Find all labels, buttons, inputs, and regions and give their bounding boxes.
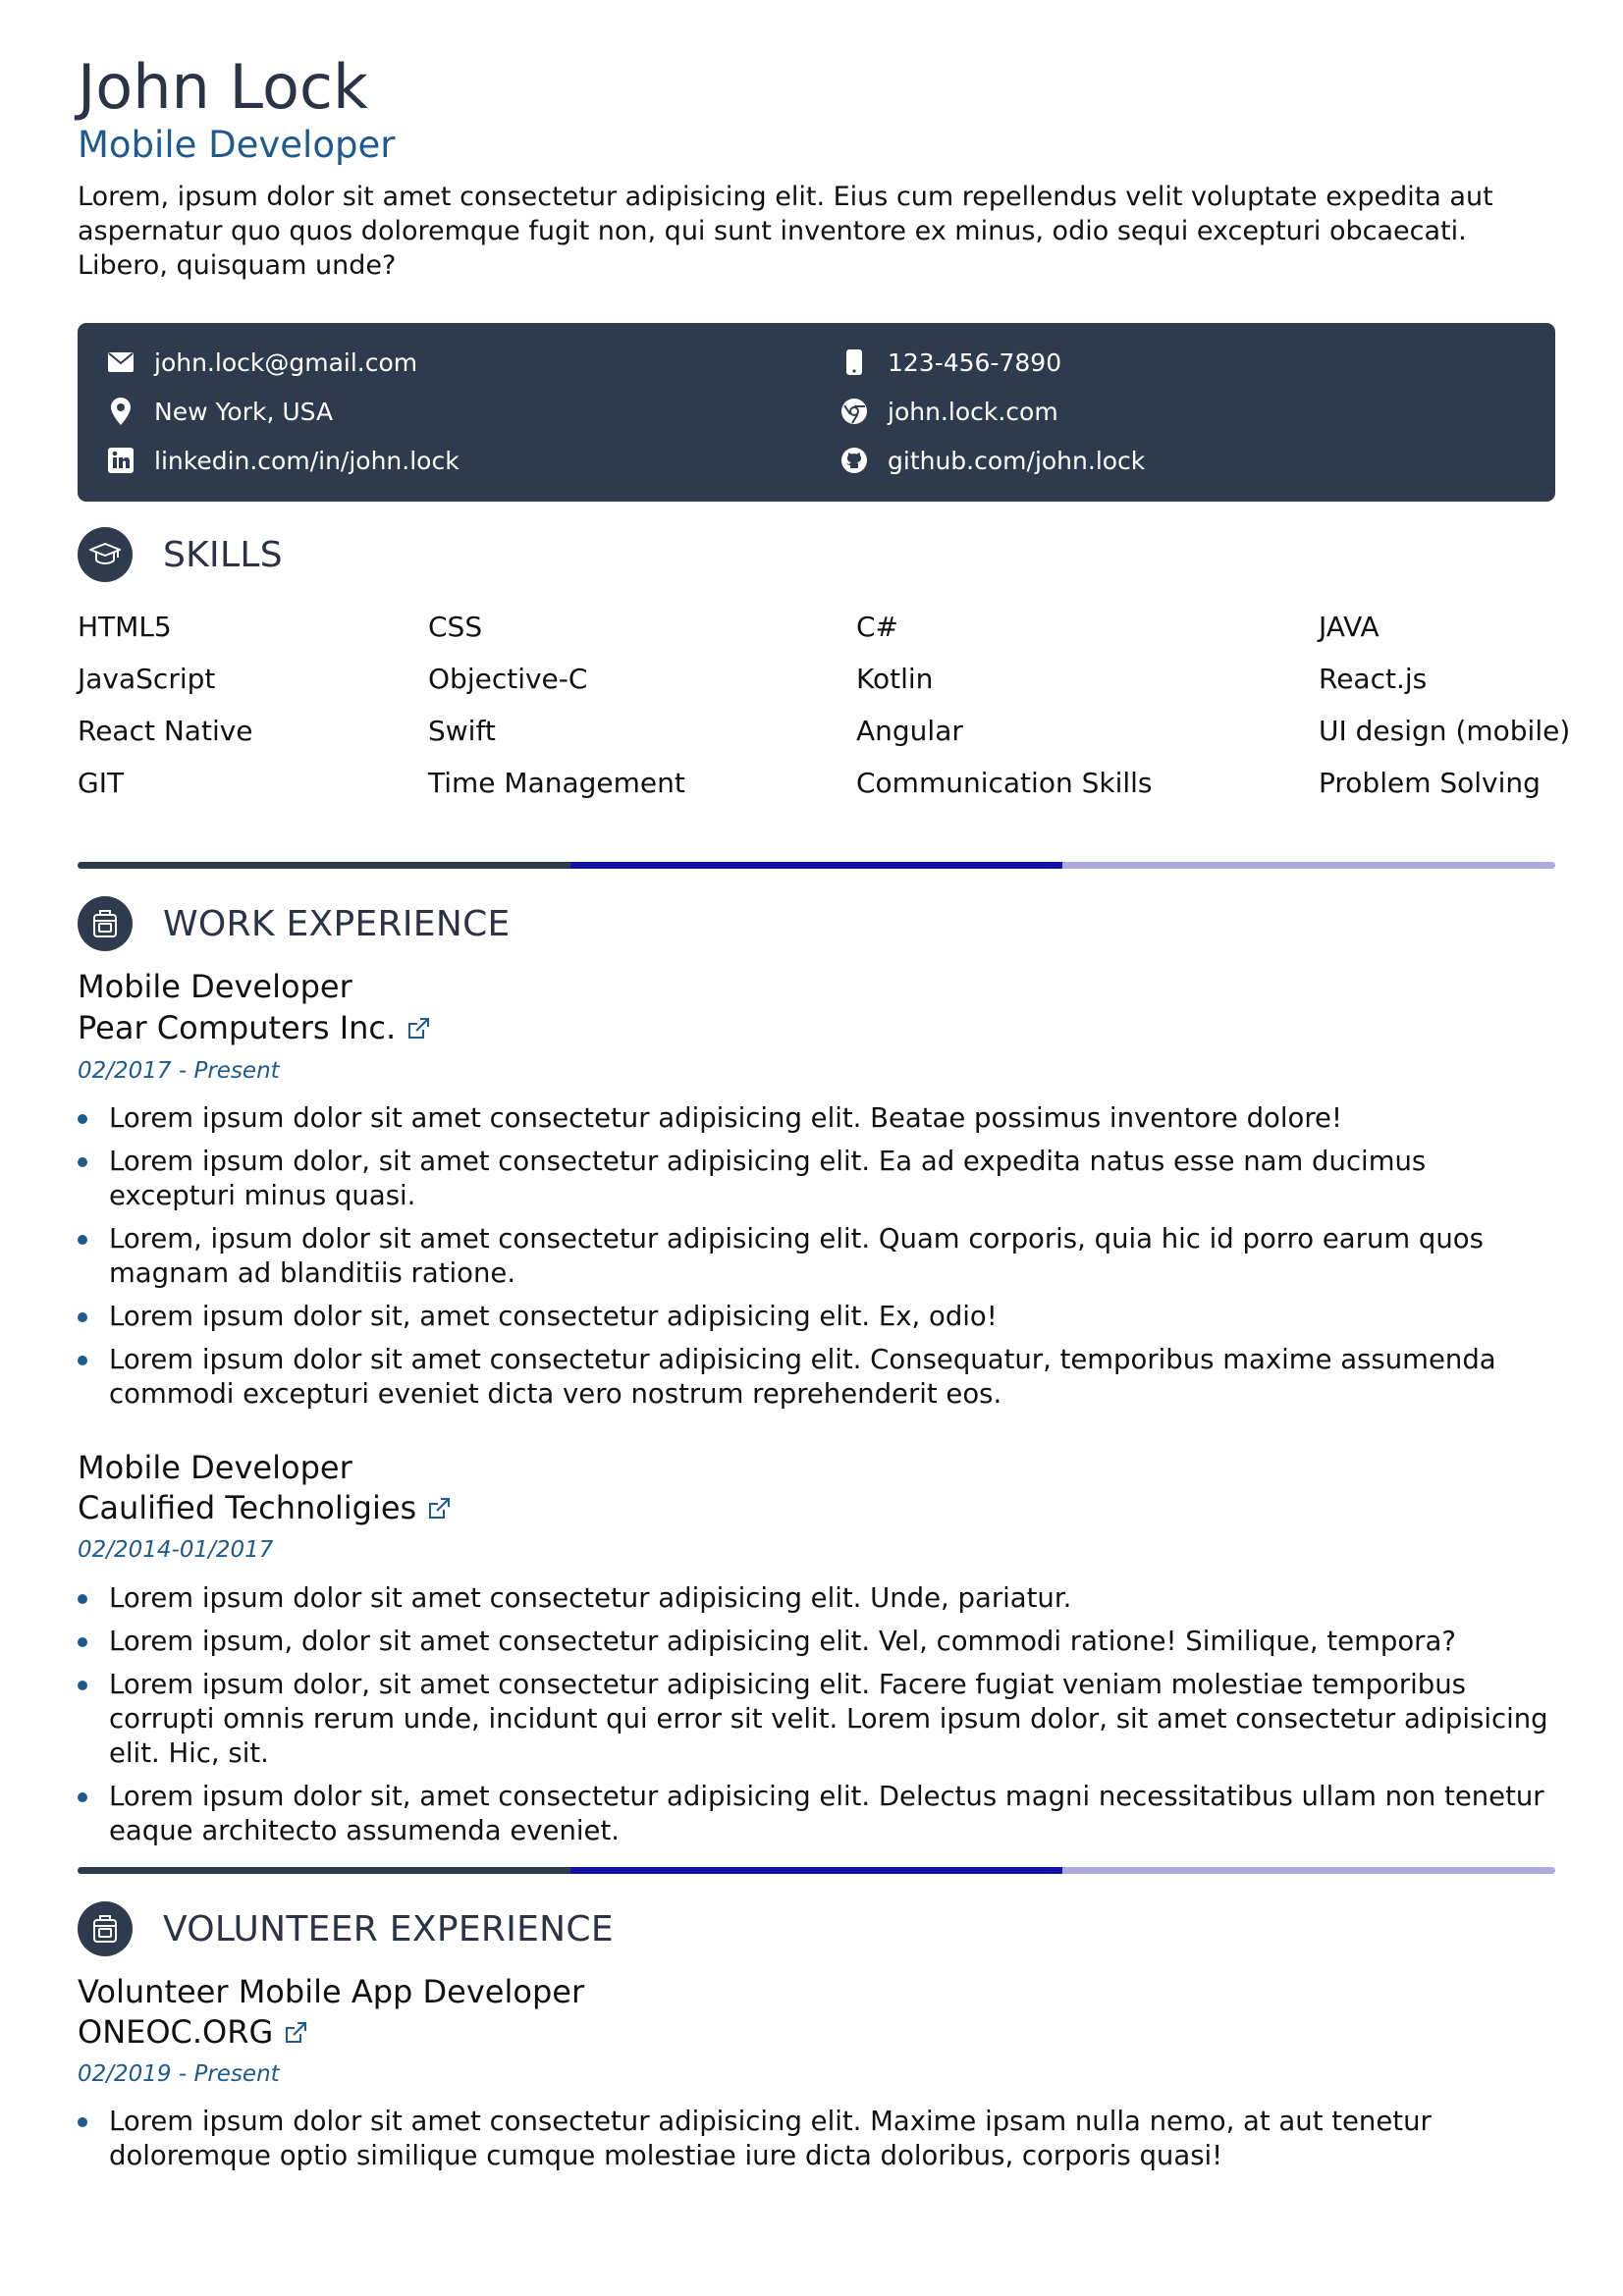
contact-location xyxy=(106,392,333,431)
job-title: Mobile Developer xyxy=(78,968,352,1005)
work-header xyxy=(78,896,511,951)
list-item: Lorem ipsum, dolor sit amet consectetur adipisicing elit. Vel, commodi ratione! Similique, tempora? xyxy=(78,1625,1555,1659)
list-item: Lorem ipsum dolor sit, amet consectetur adipisicing elit. Ex, odio! xyxy=(78,1300,1555,1334)
job-company[interactable] xyxy=(78,1491,452,1525)
company-name: Caulified Technoligies xyxy=(78,1489,417,1526)
company-name: Pear Computers Inc. xyxy=(78,1009,397,1046)
contact-location-text: New York, USA xyxy=(154,397,334,426)
list-item: Lorem ipsum dolor sit amet consectetur adipisicing elit. Unde, pariatur. xyxy=(78,1581,1555,1616)
external-link-icon[interactable] xyxy=(283,2020,308,2046)
skill-item: CSS xyxy=(428,611,483,643)
job-title: Mobile Developer xyxy=(78,1449,352,1486)
job-bullets xyxy=(78,2105,1555,2182)
volunteer-title: VOLUNTEER EXPERIENCE xyxy=(163,1908,614,1949)
section-divider xyxy=(78,862,1555,869)
job-bullets xyxy=(78,1101,1555,1420)
skill-item: React Native xyxy=(78,715,253,747)
contact-phone[interactable] xyxy=(839,343,1061,382)
skill-item: UI design (mobile) xyxy=(1319,715,1571,747)
skill-item: HTML5 xyxy=(78,611,172,643)
skill-item: Time Management xyxy=(428,767,685,799)
contact-email[interactable] xyxy=(106,343,417,382)
job-dates: 02/2019 - Present xyxy=(78,2061,280,2087)
skill-item: JAVA xyxy=(1319,611,1380,643)
list-item: Lorem ipsum dolor, sit amet consectetur adipisicing elit. Facere fugiat veniam molestiae temporibus corrupti omnis rerum unde, incidunt qui error sit velit. Lorem ipsum dolor, sit amet consectetur adipisicing elit. Hic, sit. xyxy=(78,1668,1555,1771)
skill-item: Kotlin xyxy=(856,663,934,695)
graduation-cap-icon xyxy=(78,527,133,582)
list-item: Lorem ipsum dolor sit amet consectetur adipisicing elit. Maxime ipsam nulla nemo, at aut tenetur doloremque optio similique cumque molestiae iure dicta doloribus, corporis quasi! xyxy=(78,2105,1555,2173)
github-icon xyxy=(839,446,869,475)
contact-website[interactable] xyxy=(839,392,1058,431)
envelope-icon xyxy=(106,347,135,377)
skill-item: React.js xyxy=(1319,663,1428,695)
contact-email-text: john.lock@gmail.com xyxy=(154,347,418,377)
list-item: Lorem ipsum dolor sit amet consectetur adipisicing elit. Consequatur, temporibus maxime assumenda commodi excepturi eveniet dicta vero nostrum reprehenderit eos. xyxy=(78,1343,1555,1412)
candidate-name: John Lock xyxy=(78,51,368,123)
contact-box xyxy=(78,323,1555,502)
job-title: Volunteer Mobile App Developer xyxy=(78,1973,585,2010)
job-dates: 02/2014-01/2017 xyxy=(78,1537,274,1563)
globe-icon xyxy=(839,397,869,426)
skill-item: Swift xyxy=(428,715,496,747)
skill-item: C# xyxy=(856,611,899,643)
external-link-icon[interactable] xyxy=(406,1016,431,1041)
list-item: Lorem ipsum dolor sit, amet consectetur adipisicing elit. Delectus magni necessitatibus ullam non tenetur eaque architecto assumenda eveniet. xyxy=(78,1780,1555,1848)
contact-linkedin-text: linkedin.com/in/john.lock xyxy=(154,446,460,475)
work-title: WORK EXPERIENCE xyxy=(163,903,511,944)
list-item: Lorem ipsum dolor sit amet consectetur adipisicing elit. Beatae possimus inventore dolore! xyxy=(78,1101,1555,1136)
skills-header xyxy=(78,527,283,582)
skill-item: GIT xyxy=(78,767,125,799)
skill-item: Communication Skills xyxy=(856,767,1153,799)
contact-github-text: github.com/john.lock xyxy=(888,446,1146,475)
job-company[interactable] xyxy=(78,1011,431,1045)
job-bullets xyxy=(78,1581,1555,1857)
section-divider xyxy=(78,1867,1555,1874)
list-item: Lorem, ipsum dolor sit amet consectetur adipisicing elit. Quam corporis, quia hic id porro earum quos magnam ad blanditiis ratione. xyxy=(78,1222,1555,1291)
skills-title: SKILLS xyxy=(163,534,283,575)
briefcase-icon xyxy=(78,1901,133,1956)
skill-item: Angular xyxy=(856,715,963,747)
contact-website-text: john.lock.com xyxy=(888,397,1058,426)
briefcase-icon xyxy=(78,896,133,951)
job-dates: 02/2017 - Present xyxy=(78,1058,280,1084)
volunteer-header xyxy=(78,1901,614,1956)
skill-item: Objective-C xyxy=(428,663,588,695)
candidate-role: Mobile Developer xyxy=(78,124,396,166)
phone-icon xyxy=(839,347,869,377)
summary: Lorem, ipsum dolor sit amet consectetur adipisicing elit. Eius cum repellendus velit voluptate expedita aut aspernatur quo quos doloremque fugit non, qui sunt inventore ex minus, odio sequi excepturi obcaecati. Libero, quisquam unde? xyxy=(78,182,1493,281)
contact-github[interactable] xyxy=(839,441,1145,480)
skill-item: JavaScript xyxy=(78,663,216,695)
job-company[interactable] xyxy=(78,2015,308,2050)
skill-item: Problem Solving xyxy=(1319,767,1541,799)
external-link-icon[interactable] xyxy=(426,1496,452,1522)
map-pin-icon xyxy=(106,397,135,426)
linkedin-icon xyxy=(106,446,135,475)
contact-phone-text: 123-456-7890 xyxy=(888,347,1062,377)
contact-linkedin[interactable] xyxy=(106,441,460,480)
list-item: Lorem ipsum dolor, sit amet consectetur adipisicing elit. Ea ad expedita natus esse nam ducimus excepturi minus quasi. xyxy=(78,1145,1555,1213)
company-name: ONEOC.ORG xyxy=(78,2013,274,2051)
